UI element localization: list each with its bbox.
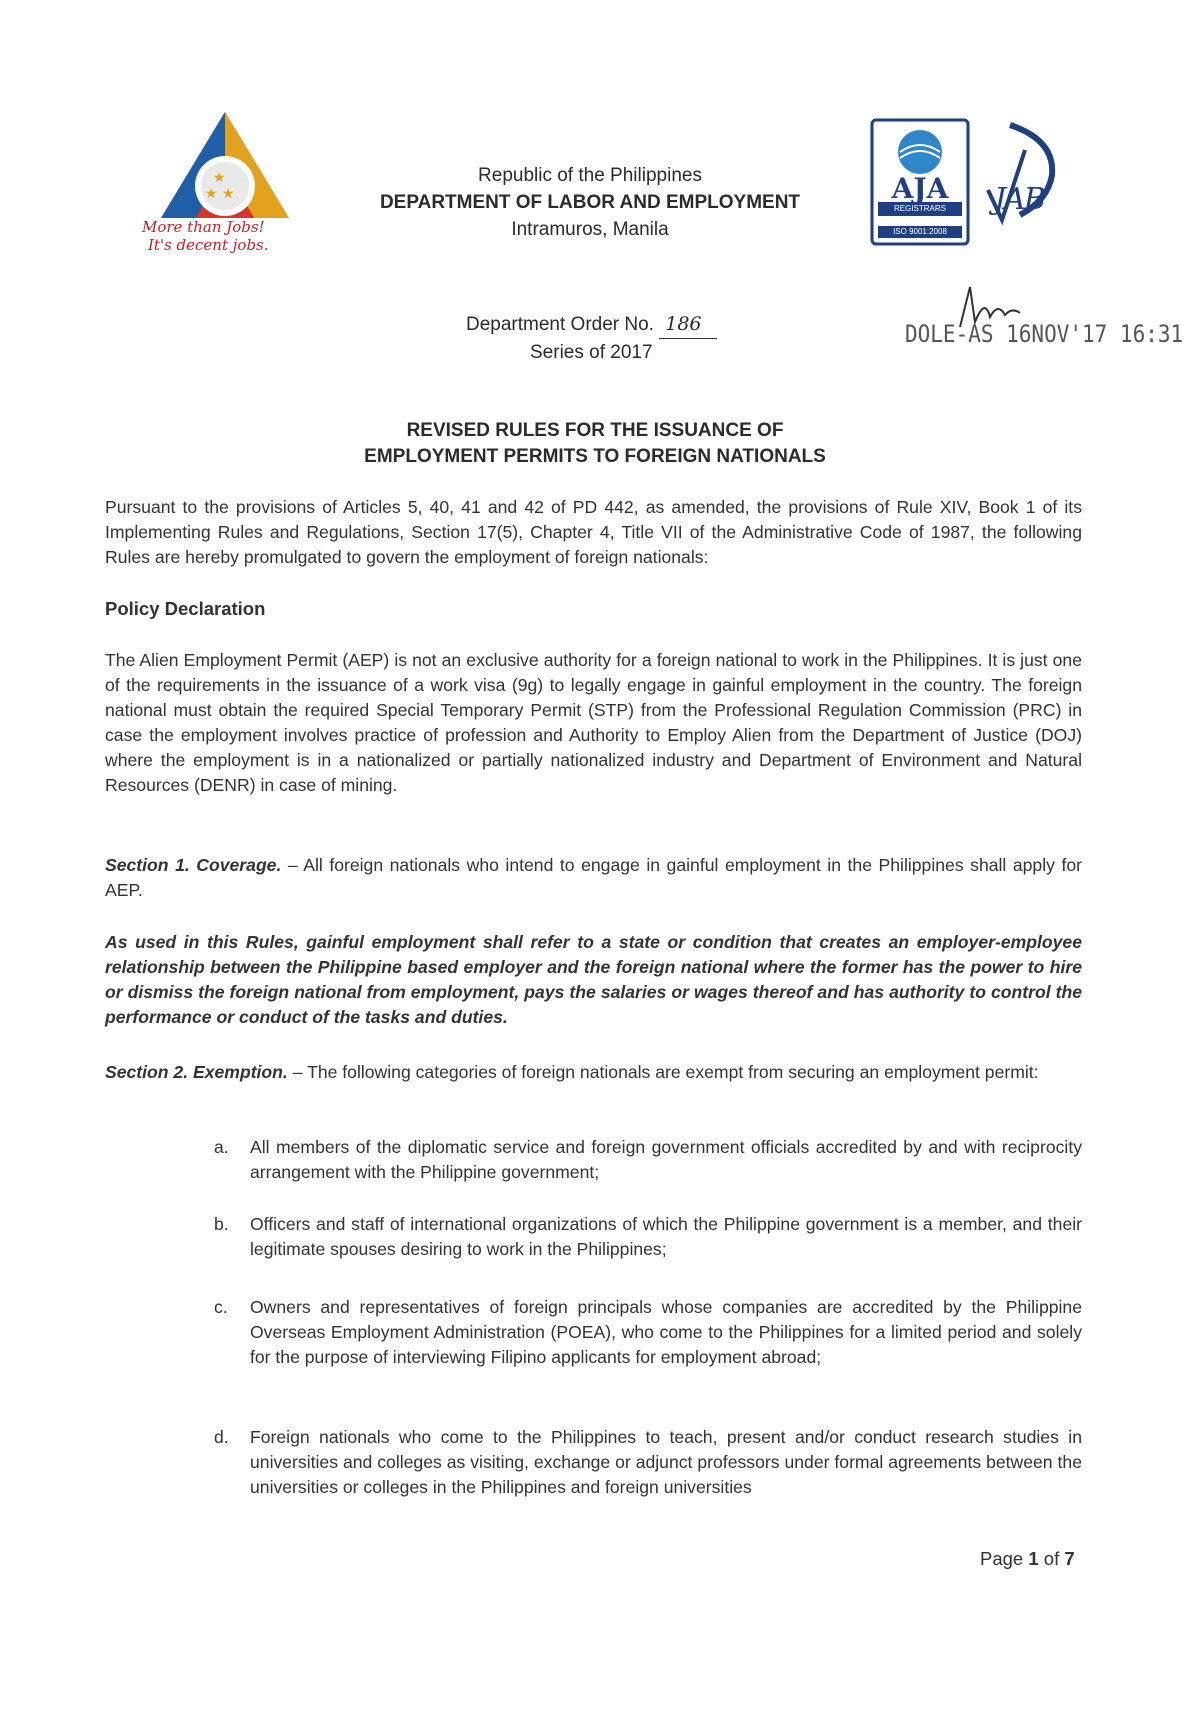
- department-name: DEPARTMENT OF LABOR AND EMPLOYMENT: [379, 192, 801, 213]
- list-item: [210, 1295, 1082, 1370]
- title-line-1: REVISED RULES FOR THE ISSUANCE OF: [406, 420, 784, 441]
- order-number: 186: [659, 310, 717, 339]
- section-2: [105, 1060, 1082, 1085]
- svg-text:★: ★: [205, 186, 218, 202]
- list-item: [210, 1212, 1082, 1262]
- policy-heading: Policy Declaration: [105, 598, 266, 619]
- dole-tagline-1: More than Jobs!: [142, 218, 265, 236]
- svg-text:★: ★: [213, 170, 226, 186]
- list-text: All members of the diplomatic service and foreign government officials accredited by and with reciprocity arrangement with the Philippine government;: [250, 1137, 1082, 1182]
- aja-iso: ISO 9001:2008: [893, 227, 947, 236]
- list-marker: d.: [214, 1427, 229, 1447]
- section-2-label: Section 2. Exemption.: [105, 1062, 288, 1082]
- jab-text: JAB: [994, 182, 1044, 217]
- section-1-label: Section 1. Coverage.: [105, 855, 282, 875]
- policy-paragraph: The Alien Employment Permit (AEP) is not an exclusive authority for a foreign national to work in the Philippines. It is just one of the requirements in the issuance of a work visa (9g) to legally engage in gainful employment in the country. The foreign national must obtain the required Special Temporary Permit (STP) from the Professional Regulation Commission (PRC) in case the employment involves practice of profession and Authority to Employ Alien from the Department of Justice (DOJ) where the employment is in a nationalized or partially nationalized industry and Department of Environment and Natural Resources (DENR) in case of mining.: [105, 650, 1082, 795]
- list-marker: c.: [214, 1297, 228, 1317]
- list-marker: b.: [214, 1214, 229, 1234]
- aja-registrars-logo: [870, 118, 970, 248]
- letterhead: [370, 162, 810, 243]
- svg-text:★: ★: [222, 186, 235, 202]
- dole-tagline-2: It's decent jobs.: [148, 236, 269, 254]
- republic-line: Republic of the Philippines: [478, 165, 702, 186]
- page-current: 1: [1028, 1548, 1039, 1569]
- list-text: Officers and staff of international organizations of which the Philippine government is a member, and their legitimate spouses desiring to work in the Philippines;: [250, 1214, 1082, 1259]
- received-stamp: DOLE-AS 16NOV'17 16:31: [905, 320, 1184, 348]
- section-1-text: – All foreign nationals who intend to engage in gainful employment in the Philippines shall apply for AEP.: [105, 855, 1082, 900]
- list-item: [210, 1425, 1082, 1500]
- gainful-employment-definition: As used in this Rules, gainful employment shall refer to a state or condition that creates an employer-employee relationship between the Philippine based employer and the foreign national where the former has the power to hire or dismiss the foreign national from employment, pays the salaries or wages thereof and has authority to control the performance or conduct of the tasks and duties.: [105, 932, 1082, 1027]
- dole-logo: [142, 110, 300, 254]
- section-2-text: – The following categories of foreign nationals are exempt from securing an employment permit:: [287, 1062, 1039, 1082]
- jab-logo: [980, 120, 1060, 230]
- order-series: Series of 2017: [530, 342, 653, 363]
- aja-sub: REGISTRARS: [893, 204, 946, 213]
- department-order: [440, 310, 740, 367]
- page-total: 7: [1064, 1548, 1075, 1569]
- page-number: Page 1 of 7: [980, 1548, 1075, 1569]
- department-location: Intramuros, Manila: [511, 219, 669, 240]
- intro-paragraph: Pursuant to the provisions of Articles 5, 40, 41 and 42 of PD 442, as amended, the provisions of Rule XIV, Book 1 of its Implementing Rules and Regulations, Section 17(5), Chapter 4, Title VII of the Administrative Code of 1987, the following Rules are hereby promulgated to govern the employment of foreign nationals:: [105, 497, 1082, 567]
- order-label: Department Order No.: [466, 314, 654, 335]
- list-marker: a.: [214, 1137, 229, 1157]
- aja-text: AJA: [891, 172, 949, 205]
- list-text: Owners and representatives of foreign principals whose companies are accredited by the Philippine Overseas Employment Administration (POEA), who come to the Philippines for a limited period and solely for the purpose of interviewing Filipino applicants for employment abroad;: [250, 1297, 1082, 1367]
- list-text: Foreign nationals who come to the Philippines to teach, present and/or conduct research studies in universities and colleges as visiting, exchange or adjunct professors under formal agreements between the universities or colleges in the Philippines and foreign universities: [250, 1427, 1082, 1497]
- section-1: [105, 853, 1082, 903]
- document-title: [200, 418, 990, 470]
- title-line-2: EMPLOYMENT PERMITS TO FOREIGN NATIONALS: [364, 446, 826, 467]
- list-item: [210, 1135, 1082, 1185]
